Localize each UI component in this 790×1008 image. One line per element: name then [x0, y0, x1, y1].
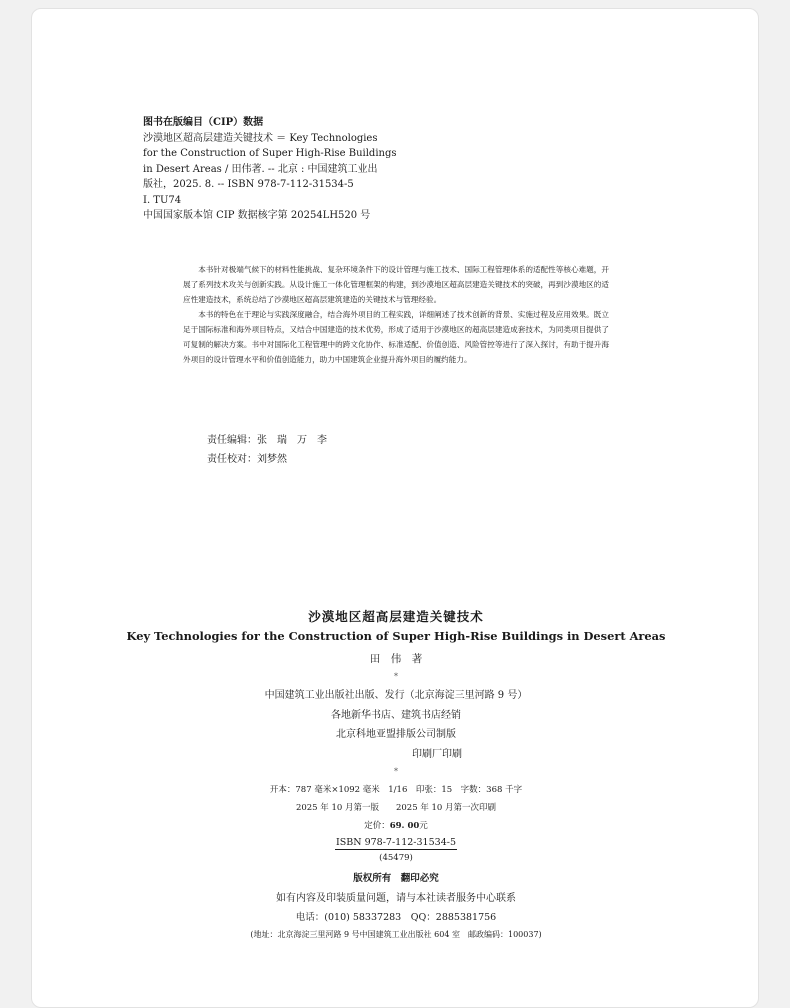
cip-heading: 图书在版编目（CIP）数据 [143, 117, 264, 128]
book-abstract [183, 262, 609, 367]
cip-line-5: Ⅰ. TU74 [143, 194, 182, 206]
contact-notice: 如有内容及印装质量问题，请与本社读者服务中心联系 [276, 893, 516, 904]
printer-line: 印刷厂印刷 [412, 749, 462, 760]
publisher-line: 中国建筑工业出版社出版、发行（北京海淀三里河路 9 号） [264, 690, 528, 701]
typesetter-line: 北京科地亚盟排版公司制版 [336, 729, 456, 740]
price-line [32, 819, 760, 831]
editor-credits [207, 431, 327, 469]
responsible-editor: 责任编辑：张 瑞 万 李 [207, 435, 327, 446]
format-spec: 开本：787 毫米×1092 毫米 1/16 印张：15 字数：368 千字 [269, 785, 523, 795]
isbn-line [32, 837, 760, 850]
copyright-page [31, 8, 759, 1008]
rights-notice: 版权所有 翻印必究 [353, 873, 439, 884]
address-line: (地址：北京海淀三里河路 9 号中国建筑工业出版社 604 室 邮政编码：100037) [250, 930, 542, 939]
phone-line: 电话：(010) 58337283 QQ：2885381756 [295, 912, 497, 923]
book-title-chinese: 沙漠地区超高层建造关键技术 [308, 609, 484, 624]
cip-data-block [143, 115, 433, 224]
price-value: 69. 00 [389, 821, 420, 831]
abstract-paragraph-2: 本书的特色在于理论与实践深度融合，结合海外项目的工程实践，详细阐述了技术创新的背景、实施过程及应用效果。既立足于国际标准和海外项目特点，又结合中国建造的技术优势，形成了适用于沙漠地区的超高层建造成套技术，为同类项目提供了可复制的解决方案。书中对国际化工程管理中的跨文化协作、标准适配、价值创造、风险管控等进行了深入探讨，有助于提升海外项目的设计管理水平和价值创造能力，助力中国建筑企业提升海外项目的履约能力。 [183, 310, 609, 364]
price-label: 定价： [364, 821, 390, 831]
separator-star: * [394, 672, 398, 681]
cip-line-4: 版社，2025. 8. -- ISBN 978-7-112-31534-5 [143, 179, 354, 190]
cip-line-2: for the Construction of Super High-Rise Buildings [143, 148, 397, 159]
book-title-english: Key Technologies for the Construction of Super High-Rise Buildings in Desert Areas [126, 629, 666, 643]
price-unit: 元 [419, 821, 428, 831]
cip-line-6: 中国国家版本馆 CIP 数据核字第 20254LH520 号 [143, 210, 371, 221]
author-line: 田 伟 著 [369, 653, 423, 665]
separator-star: * [394, 767, 398, 776]
abstract-paragraph-1: 本书针对极端气候下的材料性能挑战、复杂环境条件下的设计管理与施工技术、国际工程管理体系的适配性等核心难题，开展了系列技术攻关与创新实践。从设计施工一体化管理框架的构建，到沙漠地区超高层建造关键技术的突破，再到沙漠地区的适应性建造技术，系统总结了沙漠地区超高层建筑建造的关键技术与管理经验。 [183, 265, 609, 304]
cip-line-3: in Desert Areas / 田伟著. -- 北京 : 中国建筑工业出 [143, 163, 378, 175]
isbn-code: (45479) [379, 853, 413, 863]
isbn-number: ISBN 978-7-112-31534-5 [336, 837, 456, 848]
cip-line-1: 沙漠地区超高层建造关键技术 ＝ Key Technologies [143, 132, 378, 144]
responsible-proofreader: 责任校对：刘梦然 [207, 454, 287, 465]
edition-line: 2025 年 10 月第一版 2025 年 10 月第一次印刷 [295, 803, 497, 813]
distributor-line: 各地新华书店、建筑书店经销 [331, 710, 461, 721]
